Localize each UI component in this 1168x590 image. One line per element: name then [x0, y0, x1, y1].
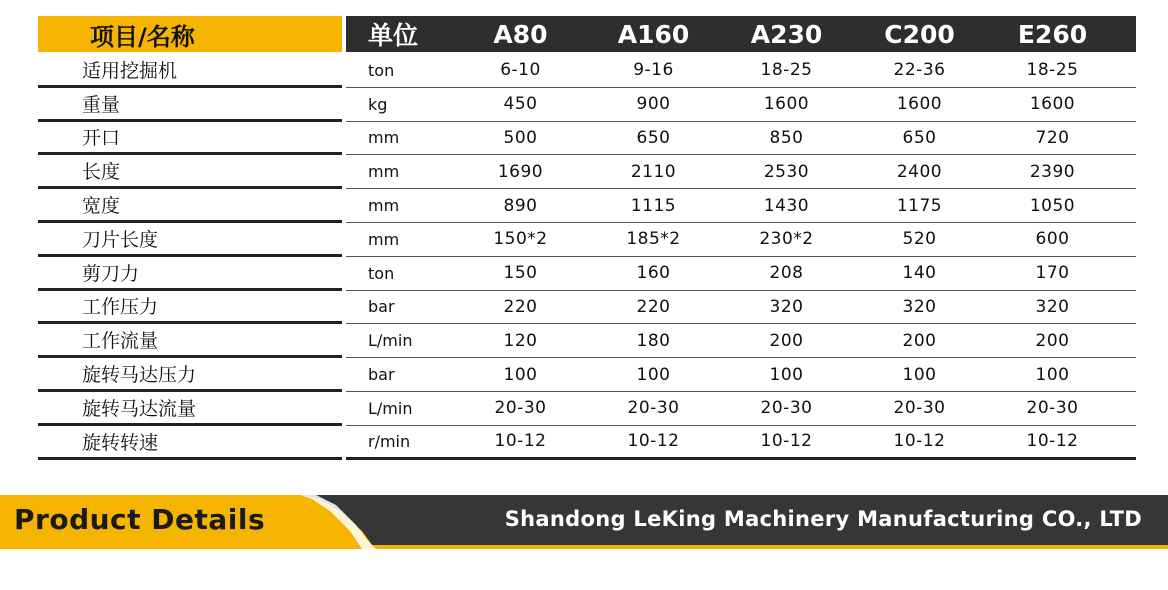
row-value: 230*2: [759, 229, 814, 250]
row-value: 650: [636, 127, 671, 148]
row-value: 220: [636, 296, 671, 317]
row-value: 450: [503, 94, 538, 115]
header-model: E260: [1017, 19, 1088, 49]
row-name: 适用挖掘机: [38, 54, 342, 88]
row-value: 10-12: [893, 431, 946, 452]
header-model: A80: [493, 19, 548, 49]
table-header: [38, 16, 1136, 52]
row-value: 20-30: [494, 398, 547, 419]
row-unit: kg: [368, 94, 388, 114]
row-unit: bar: [368, 365, 395, 385]
header-unit: 单位: [368, 21, 419, 50]
row-data: [346, 155, 1136, 189]
row-value: 850: [769, 127, 804, 148]
row-data: [346, 358, 1136, 392]
row-value: 170: [1035, 263, 1070, 284]
row-value: 100: [769, 364, 804, 385]
table-row: [38, 88, 1136, 122]
row-name: 长度: [38, 155, 342, 189]
header-name: 项目/名称: [38, 16, 342, 52]
row-name: 旋转转速: [38, 426, 342, 460]
table-row: [38, 257, 1136, 291]
row-unit: L/min: [368, 331, 413, 351]
row-value: 10-12: [760, 431, 813, 452]
header-model: A230: [750, 19, 823, 49]
row-name: 开口: [38, 122, 342, 156]
row-name: 刀片长度: [38, 223, 342, 257]
row-value: 160: [636, 263, 671, 284]
row-data: [346, 122, 1136, 156]
row-unit: mm: [368, 162, 400, 182]
row-value: 1175: [896, 195, 943, 216]
row-value: 600: [1035, 229, 1070, 250]
table-row: [38, 155, 1136, 189]
row-data: [346, 324, 1136, 358]
row-value: 100: [503, 364, 538, 385]
row-value: 6-10: [500, 60, 541, 81]
row-value: 1600: [896, 94, 943, 115]
row-value: 18-25: [1026, 60, 1079, 81]
row-data: [346, 257, 1136, 291]
row-value: 150: [503, 263, 538, 284]
table-row: [38, 223, 1136, 257]
row-value: 520: [902, 229, 937, 250]
row-value: 200: [1035, 330, 1070, 351]
row-value: 180: [636, 330, 671, 351]
row-unit: r/min: [368, 431, 411, 451]
row-value: 2390: [1029, 161, 1076, 182]
row-value: 20-30: [760, 398, 813, 419]
header-model: C200: [884, 19, 955, 49]
row-value: 320: [902, 296, 937, 317]
row-value: 2400: [896, 161, 943, 182]
row-value: 1430: [763, 195, 810, 216]
row-value: 10-12: [494, 431, 547, 452]
row-value: 208: [769, 263, 804, 284]
row-name: 剪刀力: [38, 257, 342, 291]
row-name: 重量: [38, 88, 342, 122]
row-name: 工作压力: [38, 291, 342, 325]
row-value: 320: [769, 296, 804, 317]
row-unit: bar: [368, 297, 395, 317]
row-value: 20-30: [893, 398, 946, 419]
row-name: 工作流量: [38, 324, 342, 358]
row-value: 200: [769, 330, 804, 351]
footer-banner: [0, 495, 1168, 551]
table-row: [38, 291, 1136, 325]
spec-table: [38, 16, 1136, 460]
row-unit: L/min: [368, 398, 413, 418]
row-data: [346, 88, 1136, 122]
row-value: 720: [1035, 127, 1070, 148]
table-row: [38, 358, 1136, 392]
company-name: Shandong LeKing Machinery Manufacturing CO., LTD: [504, 507, 1142, 531]
row-value: 10-12: [627, 431, 680, 452]
row-value: 18-25: [760, 60, 813, 81]
row-value: 120: [503, 330, 538, 351]
header-dark-bar: [346, 16, 1136, 52]
row-name: 旋转马达流量: [38, 392, 342, 426]
header-model: A160: [617, 19, 690, 49]
table-row: [38, 54, 1136, 88]
row-value: 100: [902, 364, 937, 385]
row-value: 10-12: [1026, 431, 1079, 452]
table-row: [38, 392, 1136, 426]
row-data: [346, 291, 1136, 325]
row-value: 320: [1035, 296, 1070, 317]
row-value: 500: [503, 127, 538, 148]
row-unit: mm: [368, 128, 400, 148]
row-value: 22-36: [893, 60, 946, 81]
row-unit: mm: [368, 229, 400, 249]
row-value: 9-16: [633, 60, 674, 81]
row-value: 2110: [630, 161, 677, 182]
row-value: 150*2: [493, 229, 548, 250]
row-value: 200: [902, 330, 937, 351]
row-value: 650: [902, 127, 937, 148]
row-data: [346, 426, 1136, 460]
row-value: 1600: [1029, 94, 1076, 115]
row-value: 1600: [763, 94, 810, 115]
row-value: 20-30: [627, 398, 680, 419]
table-body: [38, 54, 1136, 460]
row-value: 100: [636, 364, 671, 385]
row-data: [346, 392, 1136, 426]
row-value: 1690: [497, 161, 544, 182]
row-value: 100: [1035, 364, 1070, 385]
row-name: 旋转马达压力: [38, 358, 342, 392]
table-row: [38, 189, 1136, 223]
table-row: [38, 122, 1136, 156]
row-value: 900: [636, 94, 671, 115]
row-value: 1115: [630, 195, 677, 216]
table-row: [38, 324, 1136, 358]
row-data: [346, 189, 1136, 223]
row-value: 220: [503, 296, 538, 317]
row-value: 1050: [1029, 195, 1076, 216]
table-row: [38, 426, 1136, 460]
footer-title: Product Details: [14, 503, 266, 536]
row-value: 890: [503, 195, 538, 216]
row-data: [346, 223, 1136, 257]
row-value: 140: [902, 263, 937, 284]
row-name: 宽度: [38, 189, 342, 223]
row-value: 20-30: [1026, 398, 1079, 419]
row-unit: mm: [368, 196, 400, 216]
row-unit: ton: [368, 60, 395, 80]
row-data: [346, 54, 1136, 88]
row-value: 185*2: [626, 229, 681, 250]
row-unit: ton: [368, 263, 395, 283]
row-value: 2530: [763, 161, 810, 182]
